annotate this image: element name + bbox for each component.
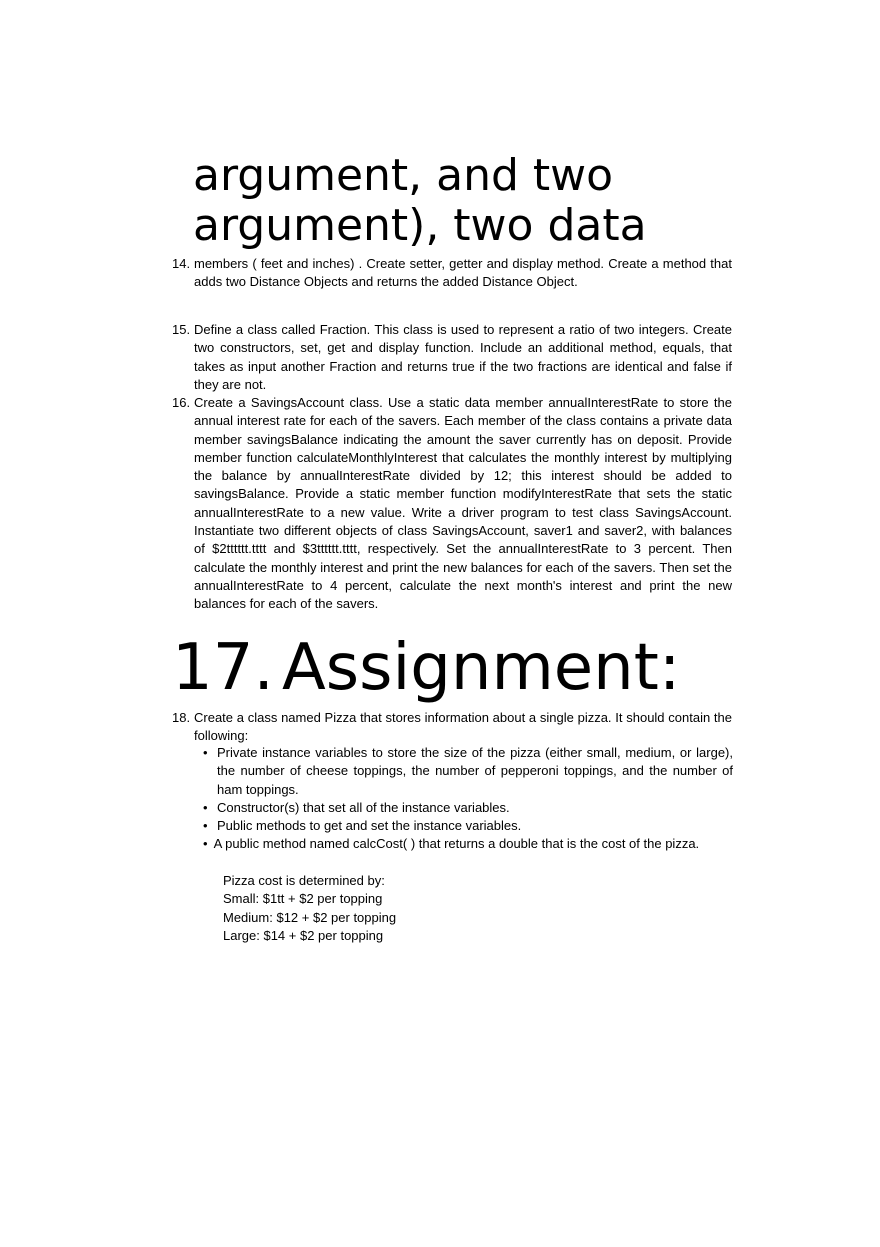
bullet-text: Constructor(s) that set all of the instance variables. xyxy=(217,799,510,815)
bullet-item xyxy=(203,835,733,853)
bullet-item xyxy=(203,817,733,835)
pizza-cost-table xyxy=(223,872,396,945)
bullet-text: Private instance variables to store the size of the pizza (either small, medium, or large), the number of cheese toppings, the number of pepperoni toppings, and the number of ham toppings. xyxy=(217,745,733,797)
assignment-heading-label: Assignment: xyxy=(282,631,681,705)
bullet-item xyxy=(203,799,733,817)
pizza-cost-intro: Pizza cost is determined by: xyxy=(223,873,385,888)
list-item-text: Define a class called Fraction. This class is used to represent a ratio of two integers. Create two constructors, set, get and display function. Include an additional method, equals, that takes as input another Fraction and returns true if the two fractions are identical and false if they are not. xyxy=(194,322,732,392)
bullet-item xyxy=(203,744,733,799)
bullet-icon: • xyxy=(203,836,208,852)
large-text-line-1: argument, and two xyxy=(193,150,614,201)
bullet-icon: • xyxy=(203,745,208,760)
pizza-cost-medium: Medium: $12 + $2 per topping xyxy=(223,909,397,925)
pizza-cost-large: Large: $14 + $2 per topping xyxy=(223,927,384,943)
large-text-line-2: argument), two data xyxy=(193,200,647,251)
list-item-16 xyxy=(172,394,732,614)
list-item-text: Create a class named Pizza that stores information about a single pizza. It should contain the following: xyxy=(194,710,732,744)
list-item-number: 16. xyxy=(172,395,191,410)
pizza-requirements-list xyxy=(203,744,733,854)
list-item-text: Create a SavingsAccount class. Use a static data member annualInterestRate to store the annual interest rate for each of the savers. Each member of the class contains a private data member savingsBalance indicating the amount the saver currently has on deposit. Provide member function calculateMonthlyInterest that calculates the monthly interest by multiplying the balance by annualInterestRate divided by 12; this interest should be added to savingsBalance. Provide a static member function modifyInterestRate that sets the static annualInterestRate to a new value. Write a driver program to test class SavingsAccount. Instantiate two different objects of class SavingsAccount, saver1 and saver2, with balances of $2tttttt.tttt and $3tttttt.tttt, respectively. Set the annualInterestRate to 3 percent. Then calculate the monthly interest and print the new balances for each of the savers. Then set the annualInterestRate to 4 percent, calculate the next month's interest and print the new balances for each of the savers. xyxy=(194,395,732,612)
list-item-number: 18. xyxy=(172,710,191,725)
list-item-14 xyxy=(172,255,732,292)
assignment-heading xyxy=(172,628,680,708)
list-item-18 xyxy=(172,709,732,746)
pizza-cost-small: Small: $1tt + $2 per topping xyxy=(223,891,383,907)
bullet-text: Public methods to get and set the instance variables. xyxy=(217,818,522,834)
bullet-icon: • xyxy=(203,818,208,834)
bullet-text: A public method named calcCost( ) that returns a double that is the cost of the pizza. xyxy=(213,836,700,852)
bullet-icon: • xyxy=(203,799,208,815)
assignment-heading-number: 17. xyxy=(172,631,274,705)
list-item-number: 14. xyxy=(172,256,191,271)
list-item-15 xyxy=(172,321,732,394)
list-item-text: members ( feet and inches) . Create setter, getter and display method. Create a method that adds two Distance Objects and returns the added Distance Object. xyxy=(194,256,732,290)
list-item-number: 15. xyxy=(172,322,191,337)
